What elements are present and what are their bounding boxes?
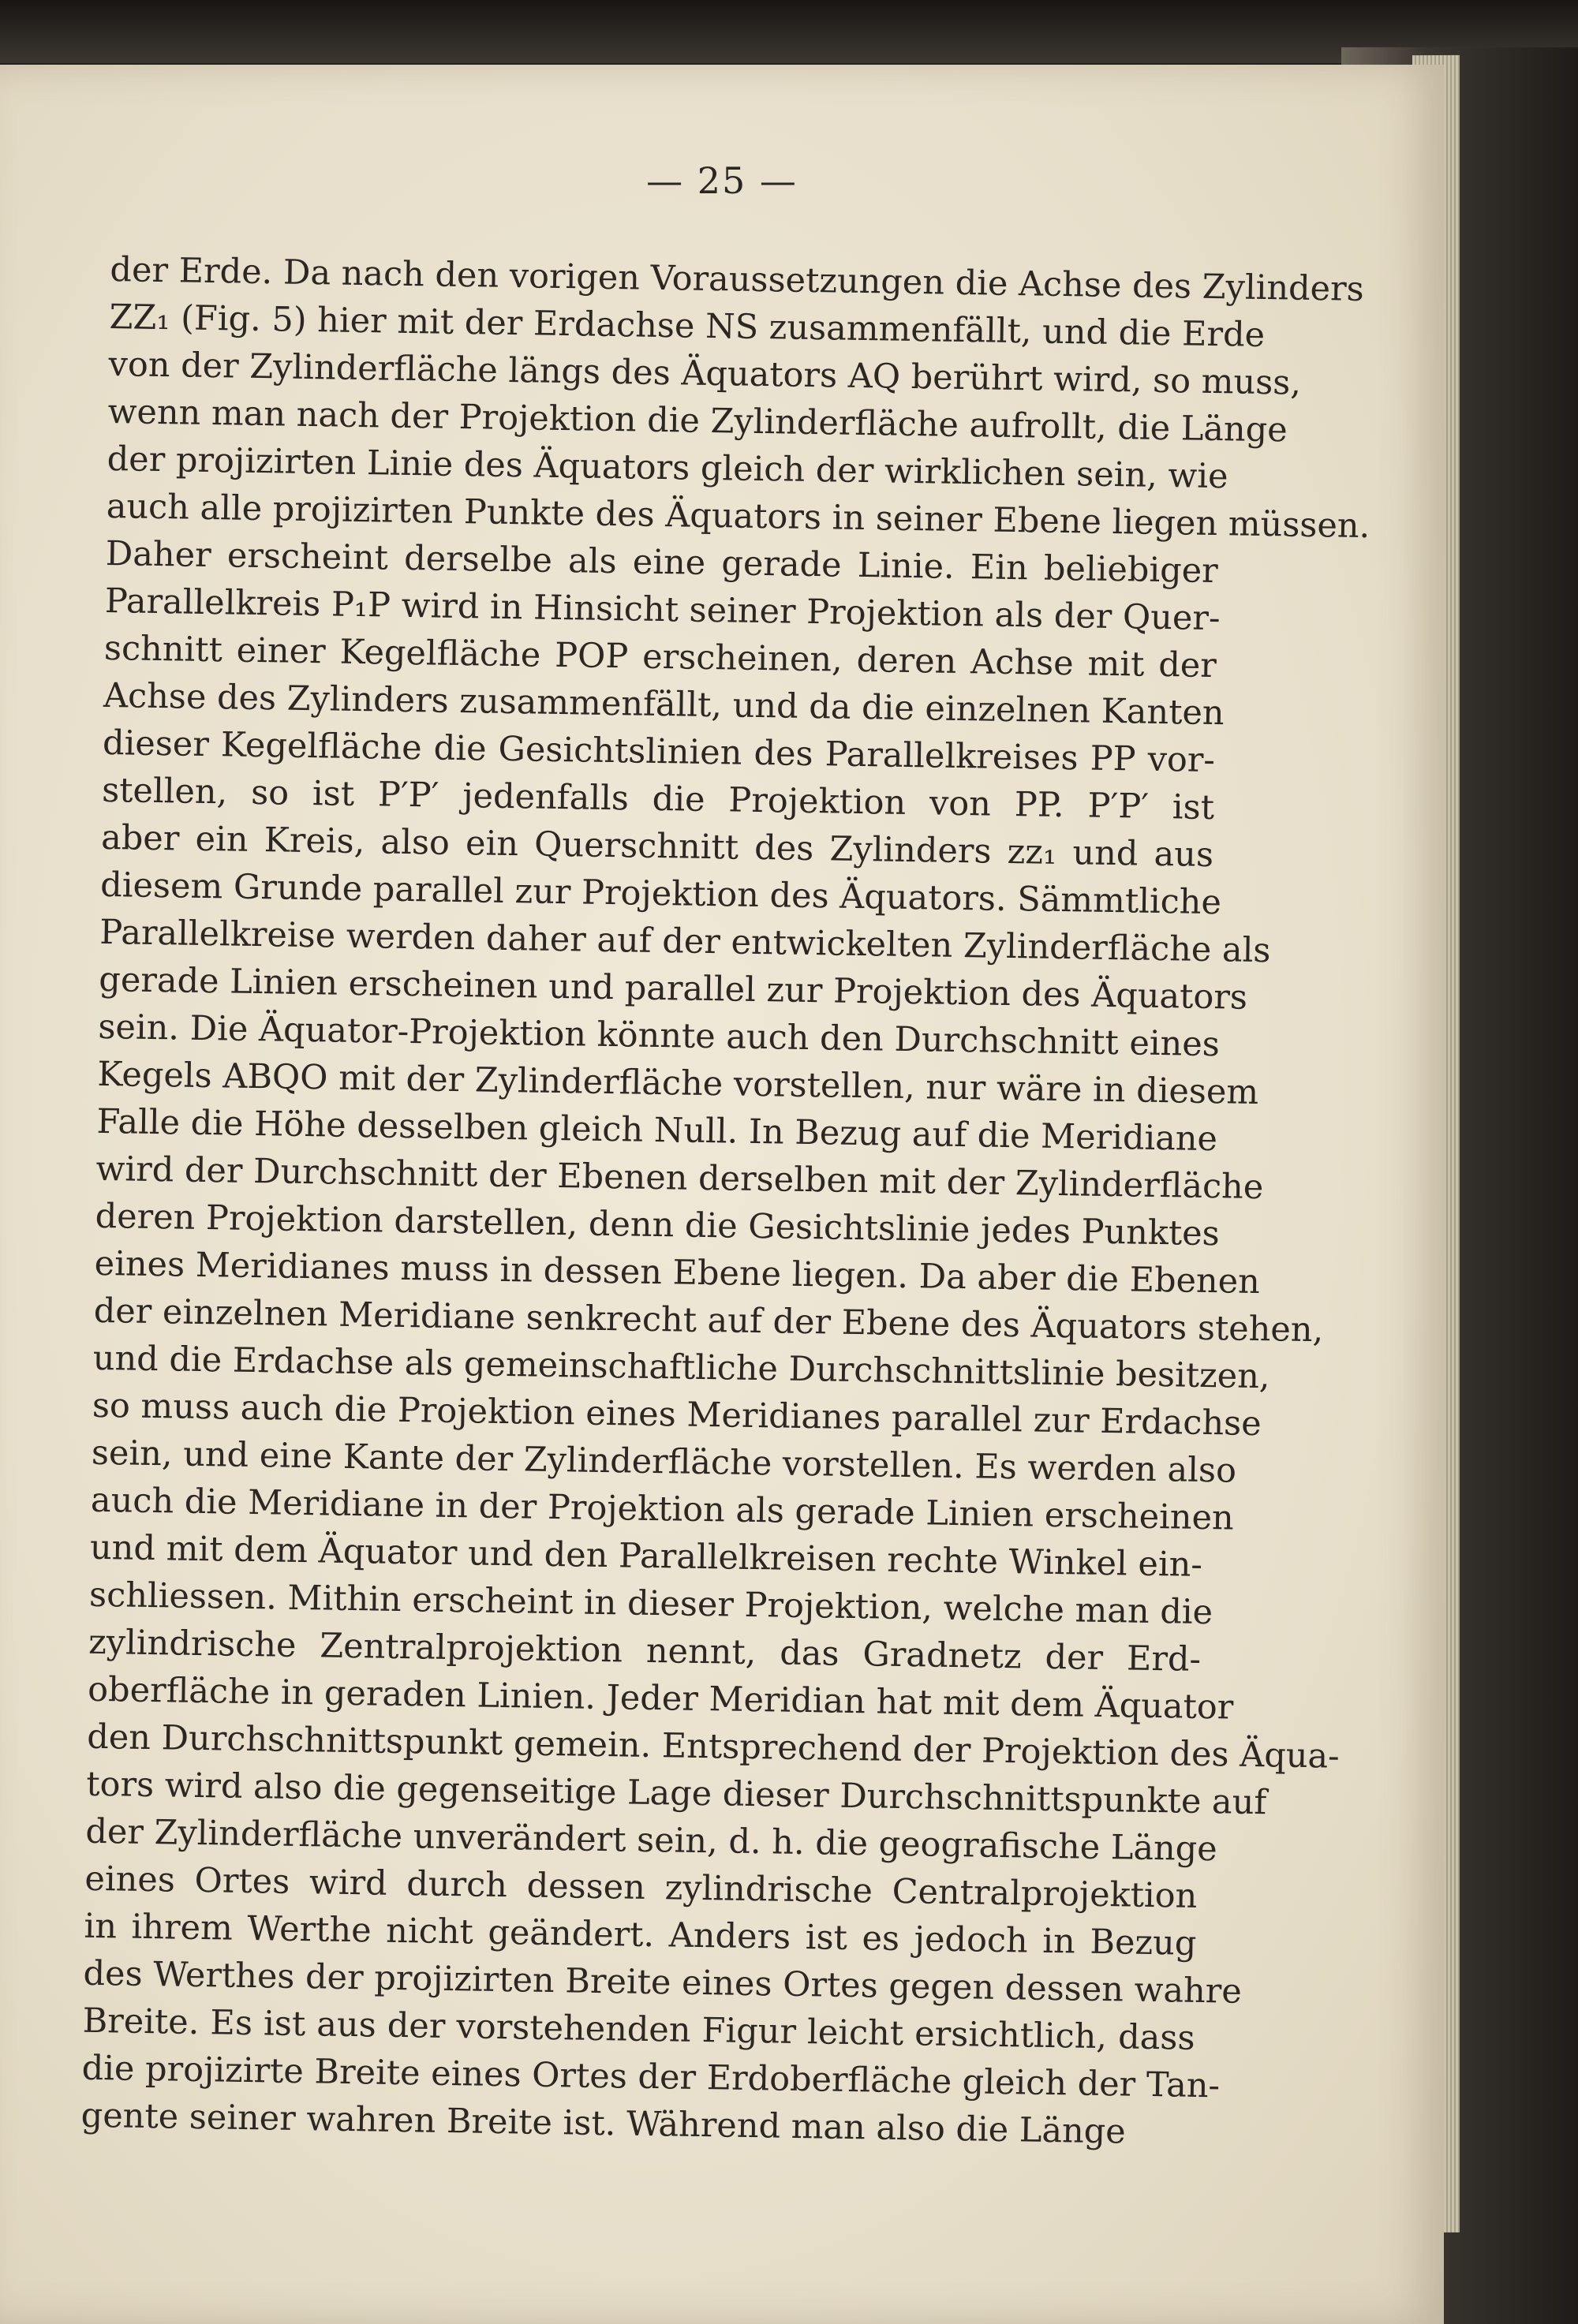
text-line: des Werthes der projizirten Breite eines Ortes gegen dessen wahre <box>83 1953 1243 2012</box>
text-line: eines Meridianes muss in dessen Ebene liegen. Da aber die Ebenen <box>94 1243 1261 1302</box>
text-line: Achse des Zylinders zusammenfällt, und da die einzelnen Kanten <box>103 675 1225 734</box>
text-line: auch alle projizirten Punkte des Äquators in seiner Ebene liegen müssen. <box>106 486 1370 547</box>
text-line: deren Projektion darstellen, denn die Gesichtslinie jedes Punktes <box>95 1196 1221 1254</box>
text-line: der Zylinderfläche unverändert sein, d. h. die geografische Länge <box>85 1811 1218 1870</box>
text-line: in ihrem Werthe nicht geändert. Anders ist es jedoch in Bezug <box>84 1906 1197 1963</box>
text-line: dieser Kegelfläche die Gesichtslinien des Parallelkreises PP vor- <box>102 723 1216 781</box>
text-line: gente seiner wahren Breite ist. Während man also die Länge <box>80 2095 1127 2152</box>
text-line: die projizirte Breite eines Ortes der Erdoberfläche gleich der Tan- <box>81 2048 1221 2106</box>
text-line: und die Erdachse als gemeinschaftliche Durchschnittslinie besitzen, <box>92 1338 1270 1397</box>
text-line: Breite. Es ist aus der vorstehenden Figur leicht ersichtlich, dass <box>82 2001 1195 2058</box>
text-line: der Erde. Da nach den vorigen Voraussetzungen die Achse des Zylinders <box>110 249 1365 309</box>
page-number: — 25 — <box>646 159 798 202</box>
text-line: schnitt einer Kegelfläche POP erscheinen, deren Achse mit der <box>103 628 1217 686</box>
text-line: sein, und eine Kante der Zylinderfläche vorstellen. Es werden also <box>91 1433 1237 1491</box>
text-line: ZZ₁ (Fig. 5) hier mit der Erdachse NS zusammenfällt, und die Erde <box>109 297 1266 355</box>
text-line: tors wird also die gegenseitige Lage dieser Durchschnittspunkte auf <box>85 1764 1267 1823</box>
text-line: der einzelnen Meridiane senkrecht auf der Ebene des Äquators stehen, <box>93 1291 1324 1351</box>
text-line: Parallelkreis P₁P wird in Hinsicht seiner Projektion als der Quer- <box>104 581 1221 639</box>
text-line: so muss auch die Projektion eines Meridianes parallel zur Erdachse <box>92 1385 1262 1444</box>
text-line: und mit dem Äquator und den Parallelkreisen rechte Winkel ein- <box>89 1527 1203 1585</box>
text-line: Daher erscheint derselbe als eine gerade Linie. Ein beliebiger <box>105 533 1219 592</box>
text-line: wird der Durchschnitt der Ebenen derselben mit der Zylinderfläche <box>95 1149 1264 1208</box>
text-line: eines Ortes wird durch dessen zylindrische Centralprojektion <box>84 1859 1198 1916</box>
text-line: wenn man nach der Projektion die Zylinderfläche aufrollt, die Länge <box>107 391 1288 450</box>
text-line: Falle die Höhe desselben gleich Null. In Bezug auf die Meridiane <box>96 1101 1218 1160</box>
text-line: diesem Grunde parallel zur Projektion des Äquators. Sämmtliche <box>99 865 1222 923</box>
text-line: sein. Die Äquator-Projektion könnte auch den Durchschnitt eines <box>98 1007 1221 1065</box>
text-line: zylindrische Zentralprojektion nennt, das Gradnetz der Erd- <box>88 1622 1202 1679</box>
book-page <box>0 65 1444 2324</box>
text-line: gerade Linien erscheinen und parallel zur Projektion des Äquators <box>98 959 1248 1018</box>
text-line: oberfläche in geraden Linien. Jeder Meridian hat mit dem Äquator <box>87 1669 1234 1728</box>
text-line: Kegels ABQO mit der Zylinderfläche vorstellen, nur wäre in diesem <box>97 1054 1259 1112</box>
text-line: auch die Meridiane in der Projektion als gerade Linien erscheinen <box>90 1480 1235 1538</box>
text-line: der projizirten Linie des Äquators gleich der wirklichen sein, wie <box>107 439 1228 497</box>
text-line: stellen, so ist P′P′ jedenfalls die Projektion von PP. P′P′ ist <box>101 770 1215 828</box>
body-text <box>80 246 1370 2157</box>
text-line: den Durchschnittspunkt gemein. Entsprechend der Projektion des Äqua- <box>86 1717 1341 1777</box>
text-line: aber ein Kreis, also ein Querschnitt des Zylinders zz₁ und aus <box>100 817 1214 876</box>
text-line: von der Zylinderfläche längs des Äquators AQ berührt wird, so muss, <box>108 344 1302 403</box>
text-line: schliessen. Mithin erscheint in dieser Projektion, welche man die <box>88 1575 1213 1633</box>
text-line: Parallelkreise werden daher auf der entwickelten Zylinderfläche als <box>99 912 1271 971</box>
